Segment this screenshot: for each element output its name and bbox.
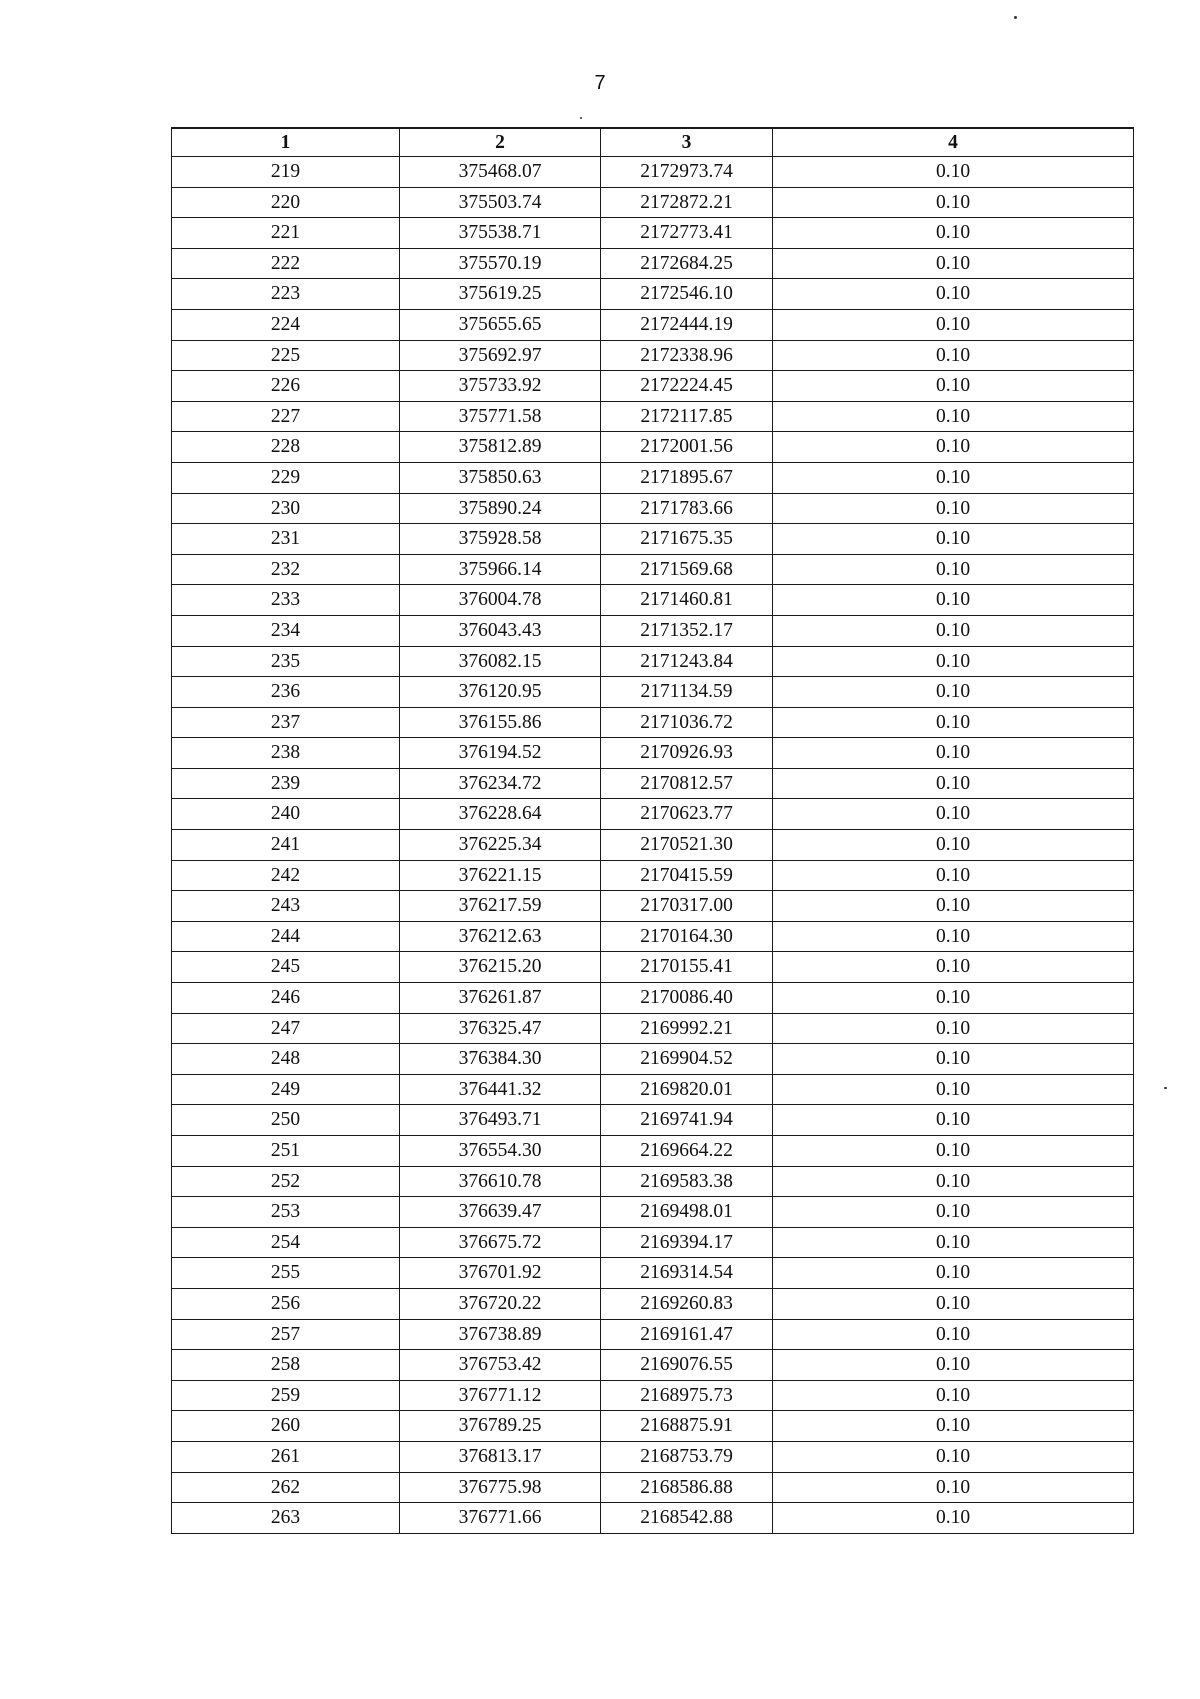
y-coordinate-cell: 2171675.35: [601, 524, 773, 555]
point-number-cell: 224: [172, 309, 400, 340]
y-coordinate-cell: 2172546.10: [601, 279, 773, 310]
x-coordinate-cell: 376225.34: [400, 830, 601, 861]
y-coordinate-cell: 2169498.01: [601, 1197, 773, 1228]
x-coordinate-cell: 376610.78: [400, 1166, 601, 1197]
y-coordinate-cell: 2172001.56: [601, 432, 773, 463]
y-coordinate-cell: 2172872.21: [601, 187, 773, 218]
table-row: [172, 187, 1134, 218]
table-row: [172, 1380, 1134, 1411]
accuracy-cell: 0.10: [773, 1503, 1134, 1534]
table-row: [172, 799, 1134, 830]
point-number-cell: 233: [172, 585, 400, 616]
y-coordinate-cell: 2171460.81: [601, 585, 773, 616]
y-coordinate-cell: 2170317.00: [601, 891, 773, 922]
point-number-cell: 252: [172, 1166, 400, 1197]
table-row: [172, 1197, 1134, 1228]
column-header-1: 1: [172, 128, 400, 157]
x-coordinate-cell: 376384.30: [400, 1044, 601, 1075]
x-coordinate-cell: 376325.47: [400, 1013, 601, 1044]
y-coordinate-cell: 2172338.96: [601, 340, 773, 371]
point-number-cell: 229: [172, 462, 400, 493]
accuracy-cell: 0.10: [773, 218, 1134, 249]
y-coordinate-cell: 2172773.41: [601, 218, 773, 249]
x-coordinate-cell: 375966.14: [400, 554, 601, 585]
y-coordinate-cell: 2168586.88: [601, 1472, 773, 1503]
table-row: [172, 830, 1134, 861]
table-row: [172, 554, 1134, 585]
accuracy-cell: 0.10: [773, 279, 1134, 310]
x-coordinate-cell: 376082.15: [400, 646, 601, 677]
y-coordinate-cell: 2171352.17: [601, 615, 773, 646]
accuracy-cell: 0.10: [773, 585, 1134, 616]
accuracy-cell: 0.10: [773, 768, 1134, 799]
accuracy-cell: 0.10: [773, 891, 1134, 922]
table-row: [172, 401, 1134, 432]
x-coordinate-cell: 376212.63: [400, 921, 601, 952]
table-row: [172, 1258, 1134, 1289]
y-coordinate-cell: 2172444.19: [601, 309, 773, 340]
y-coordinate-cell: 2170164.30: [601, 921, 773, 952]
accuracy-cell: 0.10: [773, 1380, 1134, 1411]
point-number-cell: 260: [172, 1411, 400, 1442]
point-number-cell: 248: [172, 1044, 400, 1075]
x-coordinate-cell: 375570.19: [400, 248, 601, 279]
accuracy-cell: 0.10: [773, 952, 1134, 983]
y-coordinate-cell: 2169664.22: [601, 1136, 773, 1167]
point-number-cell: 231: [172, 524, 400, 555]
table-row: [172, 432, 1134, 463]
table-row: [172, 1013, 1134, 1044]
accuracy-cell: 0.10: [773, 1044, 1134, 1075]
accuracy-cell: 0.10: [773, 921, 1134, 952]
accuracy-cell: 0.10: [773, 493, 1134, 524]
table-body: [172, 157, 1134, 1534]
y-coordinate-cell: 2169076.55: [601, 1350, 773, 1381]
point-number-cell: 238: [172, 738, 400, 769]
y-coordinate-cell: 2169260.83: [601, 1288, 773, 1319]
x-coordinate-cell: 376120.95: [400, 677, 601, 708]
table-row: [172, 646, 1134, 677]
y-coordinate-cell: 2170415.59: [601, 860, 773, 891]
x-coordinate-cell: 376771.12: [400, 1380, 601, 1411]
x-coordinate-cell: 376554.30: [400, 1136, 601, 1167]
x-coordinate-cell: 375850.63: [400, 462, 601, 493]
accuracy-cell: 0.10: [773, 830, 1134, 861]
x-coordinate-cell: 375468.07: [400, 157, 601, 188]
table-row: [172, 1472, 1134, 1503]
y-coordinate-cell: 2171569.68: [601, 554, 773, 585]
y-coordinate-cell: 2171134.59: [601, 677, 773, 708]
point-number-cell: 220: [172, 187, 400, 218]
table-row: [172, 1105, 1134, 1136]
accuracy-cell: 0.10: [773, 1350, 1134, 1381]
accuracy-cell: 0.10: [773, 309, 1134, 340]
x-coordinate-cell: 375928.58: [400, 524, 601, 555]
accuracy-cell: 0.10: [773, 248, 1134, 279]
accuracy-cell: 0.10: [773, 462, 1134, 493]
point-number-cell: 237: [172, 707, 400, 738]
accuracy-cell: 0.10: [773, 799, 1134, 830]
x-coordinate-cell: 375733.92: [400, 371, 601, 402]
y-coordinate-cell: 2169820.01: [601, 1074, 773, 1105]
x-coordinate-cell: 376493.71: [400, 1105, 601, 1136]
y-coordinate-cell: 2172684.25: [601, 248, 773, 279]
x-coordinate-cell: 375655.65: [400, 309, 601, 340]
point-number-cell: 253: [172, 1197, 400, 1228]
table-row: [172, 371, 1134, 402]
x-coordinate-cell: 376221.15: [400, 860, 601, 891]
y-coordinate-cell: 2170086.40: [601, 983, 773, 1014]
x-coordinate-cell: 376261.87: [400, 983, 601, 1014]
table-row: [172, 1136, 1134, 1167]
point-number-cell: 228: [172, 432, 400, 463]
x-coordinate-cell: 376789.25: [400, 1411, 601, 1442]
table-row: [172, 248, 1134, 279]
accuracy-cell: 0.10: [773, 1319, 1134, 1350]
x-coordinate-cell: 376771.66: [400, 1503, 601, 1534]
point-number-cell: 225: [172, 340, 400, 371]
x-coordinate-cell: 375692.97: [400, 340, 601, 371]
x-coordinate-cell: 376217.59: [400, 891, 601, 922]
accuracy-cell: 0.10: [773, 983, 1134, 1014]
table-row: [172, 157, 1134, 188]
x-coordinate-cell: 375771.58: [400, 401, 601, 432]
x-coordinate-cell: 376004.78: [400, 585, 601, 616]
point-number-cell: 245: [172, 952, 400, 983]
accuracy-cell: 0.10: [773, 1074, 1134, 1105]
point-number-cell: 258: [172, 1350, 400, 1381]
accuracy-cell: 0.10: [773, 860, 1134, 891]
coordinates-table: [171, 127, 1134, 1534]
accuracy-cell: 0.10: [773, 1288, 1134, 1319]
point-number-cell: 249: [172, 1074, 400, 1105]
point-number-cell: 263: [172, 1503, 400, 1534]
accuracy-cell: 0.10: [773, 340, 1134, 371]
table-row: [172, 1288, 1134, 1319]
x-coordinate-cell: 376738.89: [400, 1319, 601, 1350]
table-row: [172, 279, 1134, 310]
point-number-cell: 257: [172, 1319, 400, 1350]
table-row: [172, 1166, 1134, 1197]
scan-speck: [1014, 16, 1017, 19]
table-row: [172, 615, 1134, 646]
x-coordinate-cell: 376155.86: [400, 707, 601, 738]
table-row: [172, 1227, 1134, 1258]
table-header-row: [172, 128, 1134, 157]
scan-speck: [1164, 1087, 1167, 1089]
x-coordinate-cell: 375538.71: [400, 218, 601, 249]
accuracy-cell: 0.10: [773, 1136, 1134, 1167]
x-coordinate-cell: 376753.42: [400, 1350, 601, 1381]
point-number-cell: 262: [172, 1472, 400, 1503]
table-row: [172, 309, 1134, 340]
x-coordinate-cell: 375890.24: [400, 493, 601, 524]
table-row: [172, 1441, 1134, 1472]
point-number-cell: 222: [172, 248, 400, 279]
accuracy-cell: 0.10: [773, 677, 1134, 708]
table-row: [172, 1503, 1134, 1534]
table-row: [172, 738, 1134, 769]
x-coordinate-cell: 376720.22: [400, 1288, 601, 1319]
accuracy-cell: 0.10: [773, 524, 1134, 555]
point-number-cell: 232: [172, 554, 400, 585]
table-row: [172, 1411, 1134, 1442]
table-row: [172, 524, 1134, 555]
accuracy-cell: 0.10: [773, 371, 1134, 402]
table-row: [172, 585, 1134, 616]
y-coordinate-cell: 2169904.52: [601, 1044, 773, 1075]
y-coordinate-cell: 2170926.93: [601, 738, 773, 769]
y-coordinate-cell: 2171783.66: [601, 493, 773, 524]
column-header-3: 3: [601, 128, 773, 157]
point-number-cell: 261: [172, 1441, 400, 1472]
point-number-cell: 254: [172, 1227, 400, 1258]
y-coordinate-cell: 2170623.77: [601, 799, 773, 830]
x-coordinate-cell: 376234.72: [400, 768, 601, 799]
accuracy-cell: 0.10: [773, 738, 1134, 769]
point-number-cell: 256: [172, 1288, 400, 1319]
y-coordinate-cell: 2171036.72: [601, 707, 773, 738]
y-coordinate-cell: 2172973.74: [601, 157, 773, 188]
point-number-cell: 251: [172, 1136, 400, 1167]
x-coordinate-cell: 376775.98: [400, 1472, 601, 1503]
accuracy-cell: 0.10: [773, 1227, 1134, 1258]
point-number-cell: 241: [172, 830, 400, 861]
table-row: [172, 1044, 1134, 1075]
point-number-cell: 250: [172, 1105, 400, 1136]
point-number-cell: 236: [172, 677, 400, 708]
y-coordinate-cell: 2168542.88: [601, 1503, 773, 1534]
x-coordinate-cell: 375812.89: [400, 432, 601, 463]
table-row: [172, 891, 1134, 922]
point-number-cell: 226: [172, 371, 400, 402]
x-coordinate-cell: 376675.72: [400, 1227, 601, 1258]
point-number-cell: 234: [172, 615, 400, 646]
accuracy-cell: 0.10: [773, 646, 1134, 677]
table-row: [172, 952, 1134, 983]
point-number-cell: 259: [172, 1380, 400, 1411]
x-coordinate-cell: 375619.25: [400, 279, 601, 310]
x-coordinate-cell: 376441.32: [400, 1074, 601, 1105]
table-row: [172, 340, 1134, 371]
page-number: 7: [594, 72, 606, 94]
point-number-cell: 244: [172, 921, 400, 952]
table-row: [172, 860, 1134, 891]
y-coordinate-cell: 2168975.73: [601, 1380, 773, 1411]
accuracy-cell: 0.10: [773, 157, 1134, 188]
point-number-cell: 221: [172, 218, 400, 249]
accuracy-cell: 0.10: [773, 401, 1134, 432]
accuracy-cell: 0.10: [773, 1441, 1134, 1472]
y-coordinate-cell: 2169161.47: [601, 1319, 773, 1350]
y-coordinate-cell: 2169583.38: [601, 1166, 773, 1197]
x-coordinate-cell: 376813.17: [400, 1441, 601, 1472]
accuracy-cell: 0.10: [773, 187, 1134, 218]
table-row: [172, 768, 1134, 799]
table-row: [172, 921, 1134, 952]
table-row: [172, 983, 1134, 1014]
accuracy-cell: 0.10: [773, 1472, 1134, 1503]
point-number-cell: 223: [172, 279, 400, 310]
x-coordinate-cell: 376228.64: [400, 799, 601, 830]
x-coordinate-cell: 375503.74: [400, 187, 601, 218]
y-coordinate-cell: 2172224.45: [601, 371, 773, 402]
y-coordinate-cell: 2168753.79: [601, 1441, 773, 1472]
accuracy-cell: 0.10: [773, 1105, 1134, 1136]
column-header-4: 4: [773, 128, 1134, 157]
y-coordinate-cell: 2170521.30: [601, 830, 773, 861]
x-coordinate-cell: 376701.92: [400, 1258, 601, 1289]
table-row: [172, 493, 1134, 524]
table-row: [172, 677, 1134, 708]
point-number-cell: 239: [172, 768, 400, 799]
y-coordinate-cell: 2169314.54: [601, 1258, 773, 1289]
accuracy-cell: 0.10: [773, 1166, 1134, 1197]
point-number-cell: 242: [172, 860, 400, 891]
accuracy-cell: 0.10: [773, 1197, 1134, 1228]
scan-speck: [580, 117, 582, 119]
accuracy-cell: 0.10: [773, 554, 1134, 585]
y-coordinate-cell: 2171243.84: [601, 646, 773, 677]
accuracy-cell: 0.10: [773, 1258, 1134, 1289]
table-row: [172, 1319, 1134, 1350]
y-coordinate-cell: 2169992.21: [601, 1013, 773, 1044]
point-number-cell: 240: [172, 799, 400, 830]
table-row: [172, 707, 1134, 738]
point-number-cell: 255: [172, 1258, 400, 1289]
y-coordinate-cell: 2172117.85: [601, 401, 773, 432]
y-coordinate-cell: 2168875.91: [601, 1411, 773, 1442]
table-row: [172, 1350, 1134, 1381]
table-row: [172, 462, 1134, 493]
table-row: [172, 218, 1134, 249]
y-coordinate-cell: 2169741.94: [601, 1105, 773, 1136]
accuracy-cell: 0.10: [773, 1013, 1134, 1044]
point-number-cell: 230: [172, 493, 400, 524]
point-number-cell: 243: [172, 891, 400, 922]
x-coordinate-cell: 376639.47: [400, 1197, 601, 1228]
y-coordinate-cell: 2171895.67: [601, 462, 773, 493]
point-number-cell: 235: [172, 646, 400, 677]
point-number-cell: 247: [172, 1013, 400, 1044]
x-coordinate-cell: 376194.52: [400, 738, 601, 769]
y-coordinate-cell: 2170155.41: [601, 952, 773, 983]
accuracy-cell: 0.10: [773, 707, 1134, 738]
column-header-2: 2: [400, 128, 601, 157]
accuracy-cell: 0.10: [773, 615, 1134, 646]
point-number-cell: 227: [172, 401, 400, 432]
x-coordinate-cell: 376043.43: [400, 615, 601, 646]
point-number-cell: 246: [172, 983, 400, 1014]
accuracy-cell: 0.10: [773, 1411, 1134, 1442]
accuracy-cell: 0.10: [773, 432, 1134, 463]
y-coordinate-cell: 2170812.57: [601, 768, 773, 799]
y-coordinate-cell: 2169394.17: [601, 1227, 773, 1258]
point-number-cell: 219: [172, 157, 400, 188]
table-row: [172, 1074, 1134, 1105]
x-coordinate-cell: 376215.20: [400, 952, 601, 983]
